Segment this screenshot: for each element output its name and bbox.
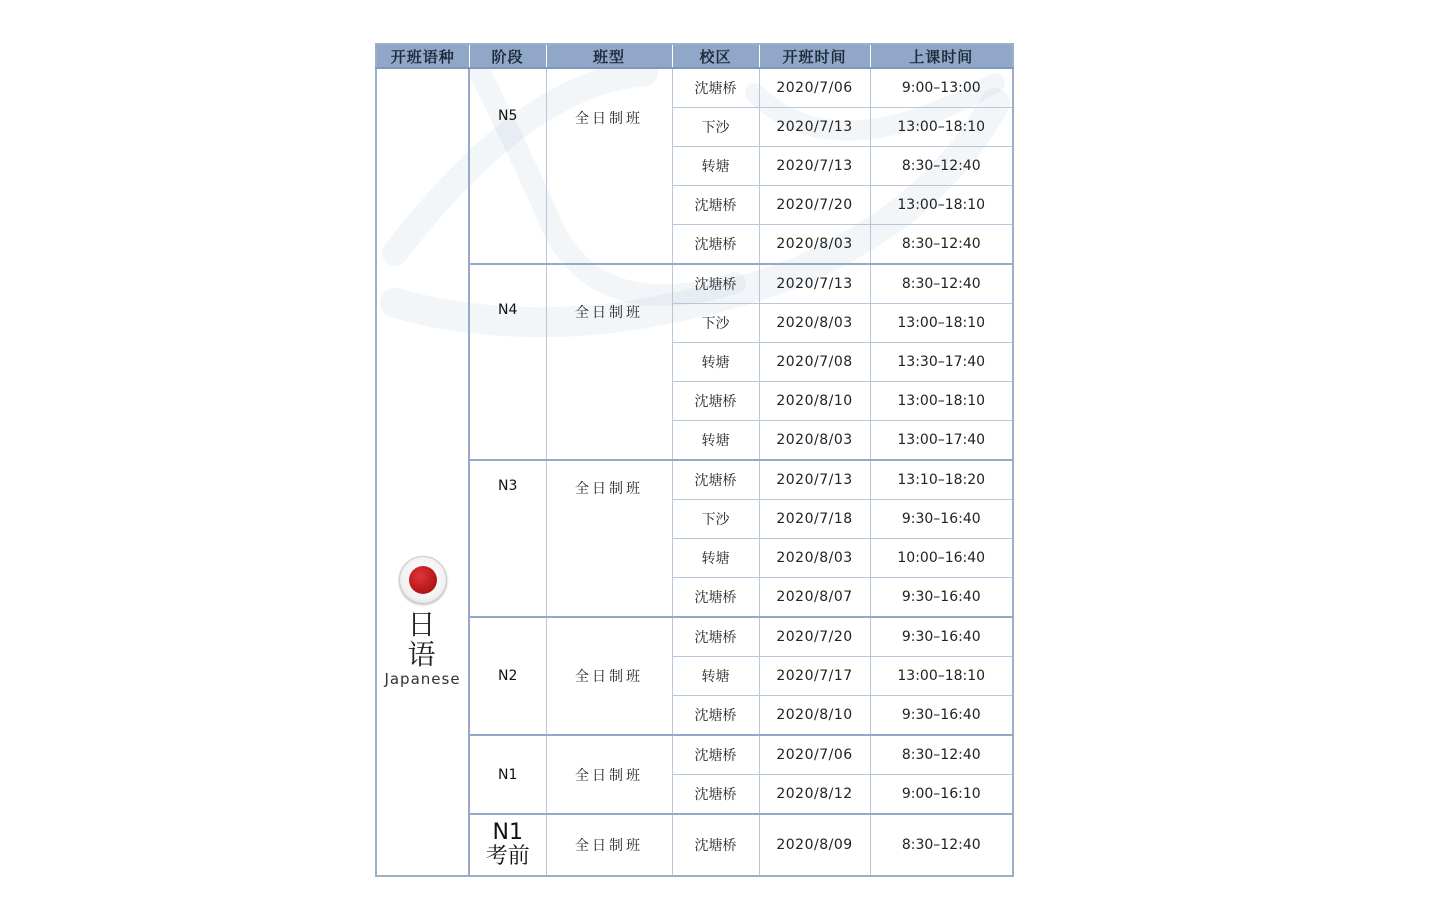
- table-row: [376, 460, 1013, 500]
- language-name-cn: 日 语: [407, 608, 446, 671]
- campus-cell: 下沙: [672, 500, 759, 539]
- class-time-cell: 13:10–18:20: [870, 460, 1013, 500]
- start-date-cell: 2020/7/06: [759, 68, 870, 108]
- campus-cell: 沈塘桥: [672, 460, 759, 500]
- language-name-en: Japanese: [384, 670, 461, 688]
- class-time-cell: 9:30–16:40: [870, 578, 1013, 618]
- campus-cell: 沈塘桥: [672, 735, 759, 775]
- campus-cell: 沈塘桥: [672, 775, 759, 815]
- start-date-cell: 2020/7/20: [759, 617, 870, 657]
- campus-cell: 沈塘桥: [672, 814, 759, 876]
- start-date-cell: 2020/8/09: [759, 814, 870, 876]
- campus-cell: 沈塘桥: [672, 186, 759, 225]
- start-date-cell: 2020/7/06: [759, 735, 870, 775]
- start-date-cell: 2020/8/10: [759, 696, 870, 736]
- class-time-cell: 13:00–18:10: [870, 304, 1013, 343]
- class-type-cell: 全日制班: [546, 460, 672, 617]
- stage-cell: N3: [469, 460, 546, 617]
- start-date-cell: 2020/8/03: [759, 539, 870, 578]
- class-time-cell: 9:00–13:00: [870, 68, 1013, 108]
- campus-cell: 沈塘桥: [672, 696, 759, 736]
- class-type-cell: 全日制班: [546, 264, 672, 460]
- campus-cell: 转塘: [672, 147, 759, 186]
- header-class-type: 班型: [546, 44, 672, 68]
- campus-cell: 沈塘桥: [672, 617, 759, 657]
- campus-cell: 转塘: [672, 539, 759, 578]
- start-date-cell: 2020/7/13: [759, 147, 870, 186]
- table-row: [376, 735, 1013, 775]
- class-time-cell: 8:30–12:40: [870, 814, 1013, 876]
- stage-cell: N2: [469, 617, 546, 735]
- class-time-cell: 8:30–12:40: [870, 735, 1013, 775]
- class-time-cell: 8:30–12:40: [870, 225, 1013, 265]
- campus-cell: 转塘: [672, 421, 759, 461]
- start-date-cell: 2020/7/13: [759, 108, 870, 147]
- language-block: [377, 556, 468, 688]
- header-row: [376, 44, 1013, 68]
- header-campus: 校区: [672, 44, 759, 68]
- class-time-cell: 13:00–18:10: [870, 382, 1013, 421]
- table-row: [376, 617, 1013, 657]
- schedule-sheet: [375, 43, 1012, 875]
- header-language: 开班语种: [376, 44, 469, 68]
- start-date-cell: 2020/8/03: [759, 421, 870, 461]
- class-type-cell: 全日制班: [546, 68, 672, 264]
- stage-cell: N5: [469, 68, 546, 264]
- start-date-cell: 2020/8/03: [759, 225, 870, 265]
- class-time-cell: 9:30–16:40: [870, 696, 1013, 736]
- japan-flag-icon: [399, 556, 447, 604]
- campus-cell: 沈塘桥: [672, 382, 759, 421]
- table-row: [376, 68, 1013, 108]
- class-type-cell: 全日制班: [546, 617, 672, 735]
- stage-cell: N1 考前: [469, 814, 546, 876]
- start-date-cell: 2020/7/18: [759, 500, 870, 539]
- class-time-cell: 8:30–12:40: [870, 264, 1013, 304]
- class-time-cell: 13:30–17:40: [870, 343, 1013, 382]
- stage-cell: N4: [469, 264, 546, 460]
- start-date-cell: 2020/7/17: [759, 657, 870, 696]
- class-type-cell: 全日制班: [546, 814, 672, 876]
- class-type-cell: 全日制班: [546, 735, 672, 814]
- campus-cell: 沈塘桥: [672, 264, 759, 304]
- table-row: [376, 264, 1013, 304]
- class-time-cell: 9:30–16:40: [870, 500, 1013, 539]
- header-stage: 阶段: [469, 44, 546, 68]
- campus-cell: 转塘: [672, 343, 759, 382]
- start-date-cell: 2020/8/07: [759, 578, 870, 618]
- class-time-cell: 13:00–17:40: [870, 421, 1013, 461]
- campus-cell: 沈塘桥: [672, 68, 759, 108]
- campus-cell: 沈塘桥: [672, 578, 759, 618]
- class-time-cell: 8:30–12:40: [870, 147, 1013, 186]
- start-date-cell: 2020/7/20: [759, 186, 870, 225]
- class-time-cell: 9:30–16:40: [870, 617, 1013, 657]
- start-date-cell: 2020/7/13: [759, 264, 870, 304]
- start-date-cell: 2020/8/12: [759, 775, 870, 815]
- class-time-cell: 13:00–18:10: [870, 186, 1013, 225]
- start-date-cell: 2020/7/08: [759, 343, 870, 382]
- start-date-cell: 2020/7/13: [759, 460, 870, 500]
- campus-cell: 下沙: [672, 304, 759, 343]
- start-date-cell: 2020/8/03: [759, 304, 870, 343]
- class-time-cell: 10:00–16:40: [870, 539, 1013, 578]
- start-date-cell: 2020/8/10: [759, 382, 870, 421]
- class-time-cell: 9:00–16:10: [870, 775, 1013, 815]
- campus-cell: 转塘: [672, 657, 759, 696]
- campus-cell: 沈塘桥: [672, 225, 759, 265]
- header-class-time: 上课时间: [870, 44, 1013, 68]
- campus-cell: 下沙: [672, 108, 759, 147]
- schedule-table: [375, 43, 1014, 877]
- header-start-date: 开班时间: [759, 44, 870, 68]
- class-time-cell: 13:00–18:10: [870, 108, 1013, 147]
- stage-cell: N1: [469, 735, 546, 814]
- table-row: [376, 814, 1013, 876]
- class-time-cell: 13:00–18:10: [870, 657, 1013, 696]
- language-cell: [376, 68, 469, 876]
